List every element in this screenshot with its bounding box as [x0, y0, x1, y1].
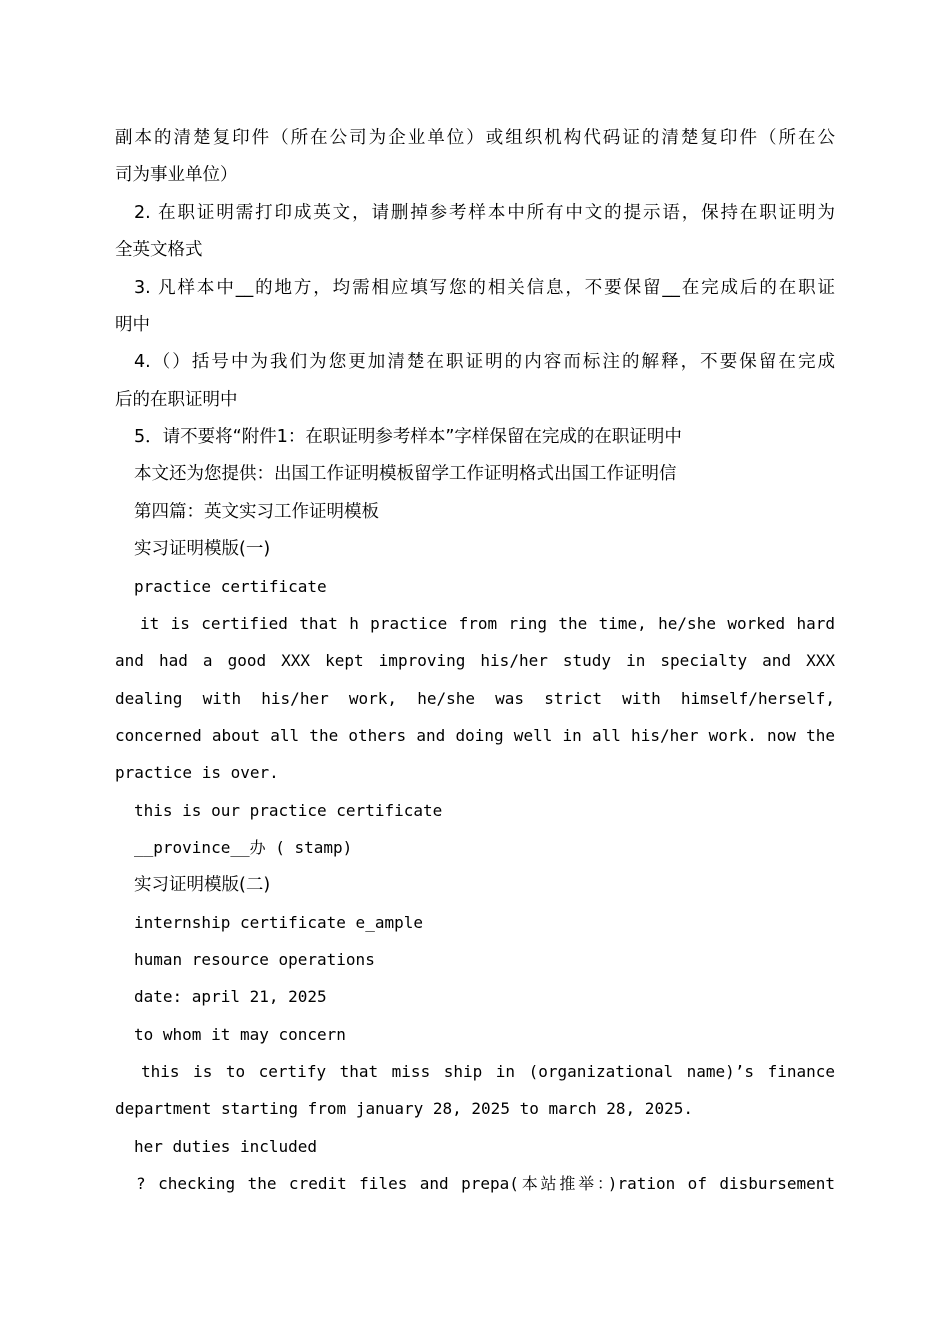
- paragraph-line: this is to certify that miss ship in (organizational name)’s finance: [141, 1062, 835, 1081]
- paragraph-line: human resource operations: [134, 950, 375, 969]
- paragraph-line: concerned about all the others and doing well in all his/her work. now the: [115, 726, 835, 745]
- salutation-line: to whom it may concern: [134, 1025, 346, 1044]
- stamp-line: __province__办 ( stamp): [134, 838, 353, 857]
- section-heading: 第四篇：英文实习工作证明模板: [134, 502, 379, 522]
- paragraph-line: it is certified that h practice from ring the time, he/she worked hard: [140, 614, 835, 633]
- paragraph-line: this is our practice certificate: [134, 801, 443, 820]
- template-heading-2: 实习证明模版(二): [134, 875, 271, 895]
- paragraph-line: 后的在职证明中: [115, 390, 238, 410]
- paragraph-line: practice is over.: [115, 763, 279, 782]
- paragraph-line: 全英文格式: [115, 240, 203, 260]
- paragraph-line: internship certificate e_ample: [134, 913, 423, 932]
- paragraph-line: and had a good XXX kept improving his/her study in specialty and XXX: [115, 651, 835, 670]
- list-item-2: 2. 在职证明需打印成英文，请删掉参考样本中所有中文的提示语，保持在职证明为: [134, 203, 835, 223]
- list-item-4: 4.（）括号中为我们为您更加清楚在职证明的内容而标注的解释，不要保留在完成: [134, 352, 835, 372]
- paragraph-line: her duties included: [134, 1137, 318, 1156]
- paragraph-line: 明中: [115, 315, 150, 335]
- paragraph-line: dealing with his/her work, he/she was strict with himself/herself,: [115, 689, 835, 708]
- paragraph-line: 本文还为您提供：出国工作证明模板留学工作证明格式出国工作证明信: [134, 464, 677, 484]
- template-heading-1: 实习证明模版(一): [134, 539, 271, 559]
- list-item-3: 3. 凡样本中__的地方，均需相应填写您的相关信息，不要保留__在完成后的在职证: [134, 278, 835, 298]
- list-item-5: 5．请不要将“附件1：在职证明参考样本”字样保留在完成的在职证明中: [134, 427, 682, 447]
- paragraph-line: department starting from january 28, 2025 to march 28, 2025.: [115, 1099, 693, 1118]
- date-line: date: april 21, 2025: [134, 987, 327, 1006]
- paragraph-line: 副本的清楚复印件（所在公司为企业单位）或组织机构代码证的清楚复印件（所在公: [115, 128, 835, 148]
- paragraph-line: 司为事业单位）: [115, 165, 238, 185]
- list-item-duty: ? checking the credit files and prepa(本站推举：)ration of disbursement: [136, 1174, 835, 1193]
- paragraph-line: practice certificate: [134, 577, 327, 596]
